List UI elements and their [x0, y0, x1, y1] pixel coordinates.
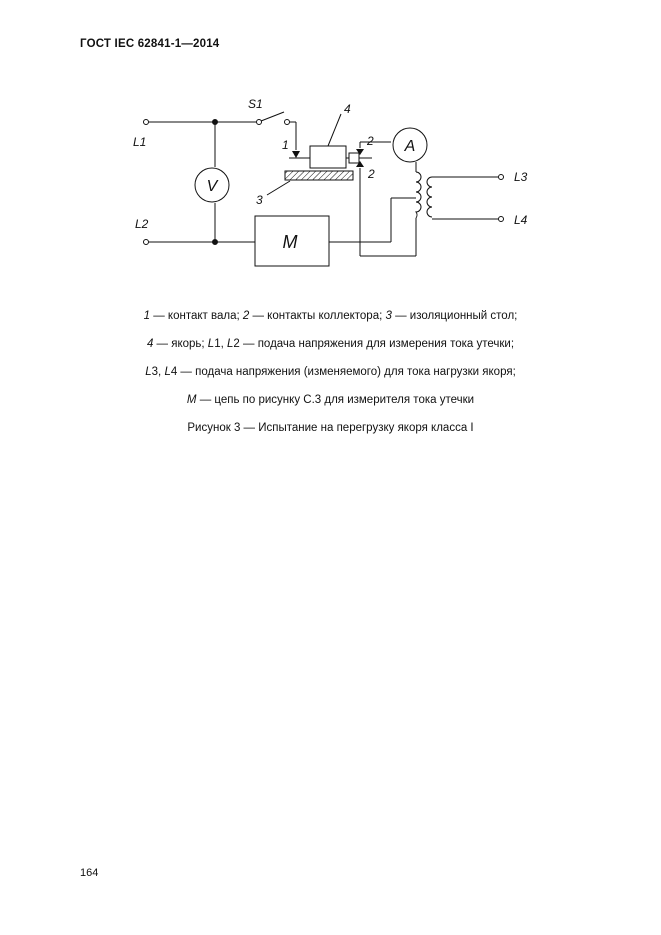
- label-4: 4: [344, 102, 351, 116]
- switch-s1-contact-right: [285, 120, 290, 125]
- label-3: 3: [256, 193, 263, 207]
- legend-line-3: L3, L4 — подача напряжения (изменяемого) для тока нагрузки якоря;: [145, 366, 516, 378]
- leader-4: [328, 114, 341, 146]
- circuit-diagram: [0, 0, 661, 300]
- leader-3: [267, 181, 290, 195]
- module-m-label: M: [282, 232, 298, 252]
- legend-line-1: 1 — контакт вала; 2 — контакты коллектора; 3 — изоляционный стол;: [143, 310, 518, 322]
- insulating-table: [285, 171, 353, 180]
- switch-s1-contact-left: [257, 120, 262, 125]
- switch-s1-blade: [261, 112, 284, 121]
- label-1: 1: [282, 138, 289, 152]
- ammeter-label: A: [404, 138, 416, 155]
- terminal-l1: [144, 120, 149, 125]
- legend-line-2: 4 — якорь; L1, L2 — подача напряжения для измерения тока утечки;: [146, 338, 515, 350]
- label-2-bottom: 2: [368, 167, 375, 181]
- document-header: ГОСТ IEC 62841-1—2014: [80, 38, 220, 50]
- armature: [310, 146, 346, 168]
- terminal-l2: [144, 240, 149, 245]
- terminal-l3: [499, 175, 504, 180]
- label-s1: S1: [248, 97, 263, 111]
- voltmeter-label: V: [206, 178, 218, 195]
- label-l1: L1: [133, 135, 147, 149]
- label-l2: L2: [135, 217, 149, 231]
- label-l4: L4: [514, 213, 528, 227]
- label-l3: L3: [514, 170, 528, 184]
- transformer-primary-coil: [416, 172, 421, 218]
- figure-caption: Рисунок 3 — Испытание на перегрузку якоря класса I: [187, 422, 474, 434]
- legend-line-4: M — цепь по рисунку С.3 для измерителя тока утечки: [186, 394, 475, 406]
- contact1-arrow: [292, 151, 300, 158]
- label-2-top: 2: [367, 134, 374, 148]
- commutator: [349, 153, 359, 163]
- transformer-secondary-coil: [427, 177, 432, 217]
- terminal-l4: [499, 217, 504, 222]
- page-number: 164: [80, 867, 99, 879]
